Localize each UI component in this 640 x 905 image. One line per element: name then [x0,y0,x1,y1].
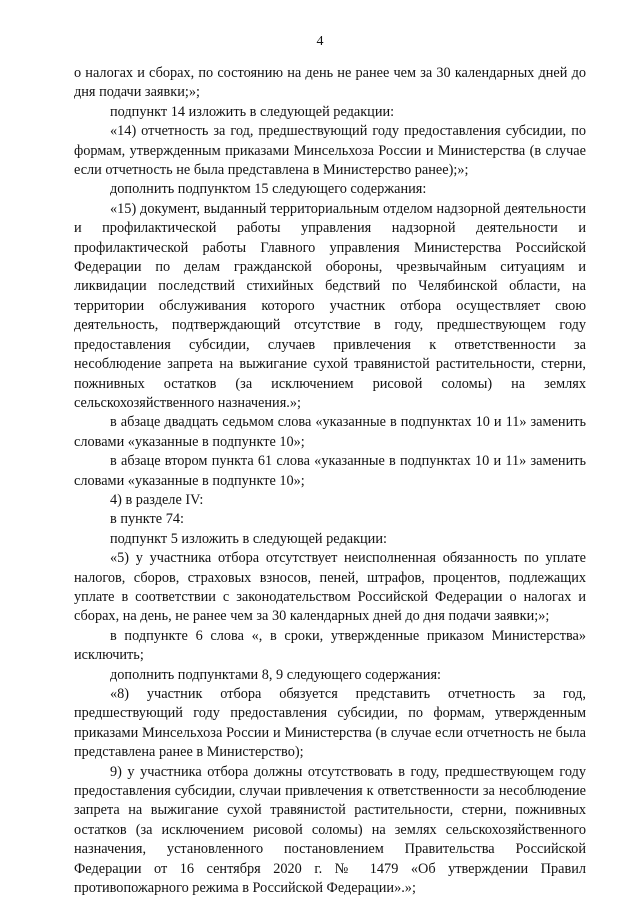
page-number: 4 [316,34,324,49]
paragraph: «14) отчетность за год, предшествующий году предоставления субсидии, по формам, утвержденным приказами Минсельхоза России и Министерства (в случае если отчетность не была представлена в Министерство ранее);»; [74,123,586,179]
paragraph: подпункт 5 изложить в следующей редакции: [110,530,387,547]
paragraph: «5) у участника отбора отсутствует неисполненная обязанность по уплате налогов, сборов, страховых взносов, пеней, штрафов, процентов, подлежащих уплате в соответствии с законодательством Российской Федерации о налогах и сборах, на день, не ранее чем за 30 календарных дней до дня подачи заявки;»; [74,550,586,625]
paragraph: в подпункте 6 слова «, в сроки, утвержденные приказом Министерства» исключить; [74,627,586,664]
paragraph: в пункте 74: [110,511,184,528]
paragraph: в абзаце двадцать седьмом слова «указанные в подпунктах 10 и 11» заменить словами «указанные в подпункте 10»; [74,414,586,450]
paragraph: «8) участник отбора обязуется представить отчетность за год, предшествующий году предоставления субсидии, по формам, утвержденным приказами Минсельхоза России и Министерства (в случае если отчетность не была представлена ранее в Министерство); [74,686,586,761]
paragraph: о налогах и сборах, по состоянию на день не ранее чем за 30 календарных дней до дня подачи заявки;»; [74,65,586,101]
paragraph: подпункт 14 изложить в следующей редакции: [110,103,395,120]
paragraph: «15) документ, выданный территориальным отделом надзорной деятельности и профилактической работы управления надзорной деятельности и профилактической работы Главного управления Министерства Российской Федерации по делам гражданской обороны, чрезвычайным ситуациям и ликвидации последствий стихийных бедствий по Челябинской области, на территории обслуживания которого участник отбора осуществляет свою деятельность, подтверждающий отсутствие в году, предшествующем году предоставления субсидии, случаев привлечения к ответственности за несоблюдение запрета на выжигание сухой травянистой растительности, стерни, пожнивных остатков (за исключением рисовой соломы) на землях сельскохозяйственного назначения.»; [74,200,586,411]
document-body [74,64,586,898]
paragraph: дополнить подпунктом 15 следующего содержания: [110,181,427,198]
paragraph: 4) в разделе IV: [110,491,204,508]
paragraph: 9) у участника отбора должны отсутствовать в году, предшествующем году предоставления субсидии, случаи привлечения к ответственности за несоблюдение запрета на выжигание сухой травянистой растительности, стерни, пожнивных остатков (за исключением рисовой соломы) на землях сельскохозяйственного назначения, установленного постановлением Правительства Российской Федерации от 16 сентября 2020 г. № 1479 «Об утверждении Правил противопожарного режима в Российской Федерации».»; [74,763,586,897]
paragraph: в абзаце втором пункта 61 слова «указанные в подпунктах 10 и 11» заменить словами «указанные в подпункте 10»; [74,453,586,489]
paragraph: дополнить подпунктами 8, 9 следующего содержания: [110,666,441,683]
